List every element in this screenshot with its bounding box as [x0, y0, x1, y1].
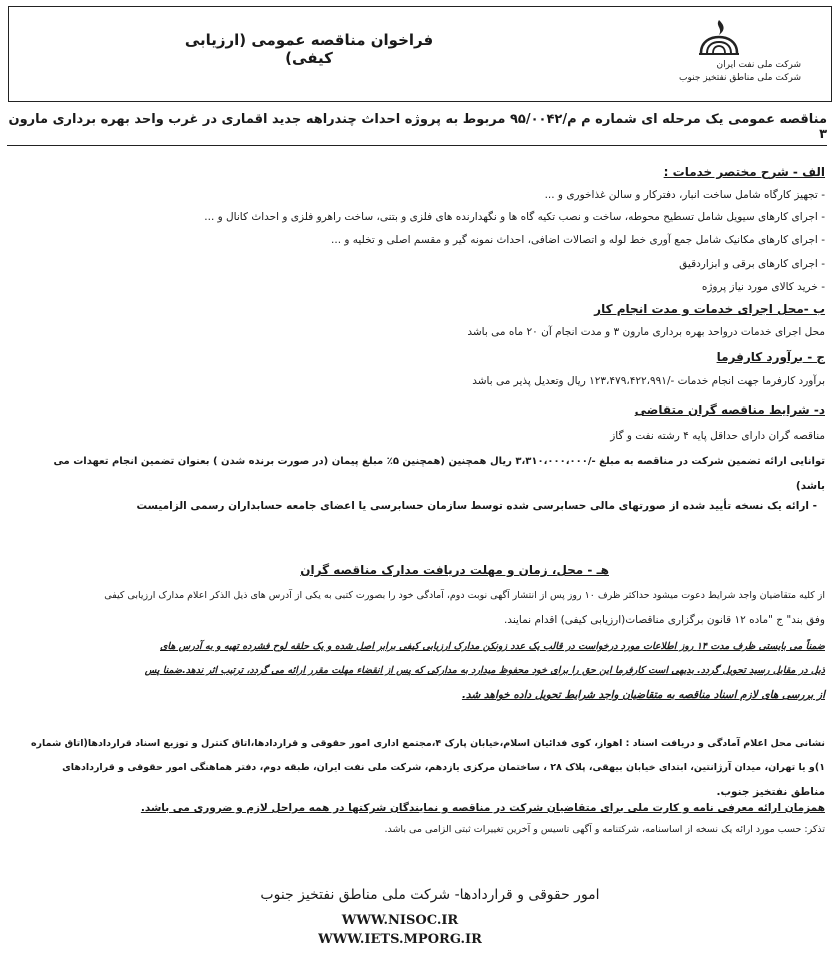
- section-b-text: محل اجرای خدمات درواحد بهره برداری مارون ۳ و مدت انجام آن ۲۰ ماه می باشد: [467, 326, 825, 338]
- section-a-item-2: - اجرای کارهای سیویل شامل تسطیح محوطه، ساخت و نصب تکیه گاه ها و نگهدارنده های فلزی و بتنی، ساخت راهرو فلزی و احداث کانال و ...: [204, 211, 825, 223]
- address-line-1: نشانی محل اعلام آمادگی و دریافت اسناد : اهواز، کوی فدائیان اسلام،خیابان پارک ۴،مجتمع اداری امور حقوقی و قراردادها،اتاق کنترل و توزیع اسناد قراردادها(اتاق شماره: [30, 738, 825, 749]
- section-d-line-1: مناقصه گران دارای حداقل پایه ۴ رشته نفت و گاز: [610, 430, 825, 442]
- section-d-line-3: باشد): [795, 480, 825, 492]
- section-a-item-1: - تجهیز کارگاه شامل ساخت انبار، دفترکار و سالن غذاخوری و ...: [545, 189, 825, 201]
- section-h-line-2: وفق بند" ج "ماده ۱۲ قانون برگزاری مناقصات(ارزیابی کیفی) اقدام نمایند.: [503, 614, 825, 626]
- section-d-line-4: - ارائه یک نسخه تأیید شده از صورتهای مالی حسابرسی شده توسط سازمان حسابرسی یا اعضای جامعه حسابداران رسمی الزامیست: [137, 500, 817, 512]
- company-line-1: شرکت ملی نفت ایران: [716, 60, 801, 70]
- notice-title: فراخوان مناقصه عمومی (ارزیابی کیفی): [184, 31, 434, 67]
- tender-title: مناقصه عمومی یک مرحله ای شماره م م/۹۵/۰۰۴۲ مربوط به پروژه احداث چندراهه جدید اقماری در غرب واحد بهره برداری مارون ۳: [7, 112, 827, 146]
- section-h-line-3: ضمناً می بایستی ظرف مدت ۱۴ روز اطلاعات مورد درخواست در قالب یک عدد زونکن مدارک ارزیابی کیفی برابر اصل شده و یک حلقه لوح فشرده تهیه و به آدرس های: [160, 641, 825, 652]
- section-a-item-3: - اجرای کارهای مکانیک شامل جمع آوری خط لوله و اتصالات اضافی، احداث نمونه گیر و مقسم اصلی و تخلیه و ...: [331, 234, 825, 246]
- section-d-heading: د- شرایط مناقصه گران متقاضی: [634, 403, 825, 417]
- section-h-heading: هـ - محل، زمان و مهلت دریافت مدارک مناقصه گران: [300, 563, 609, 577]
- address-note: تذکر: حسب مورد ارائه یک نسخه از اساسنامه، شرکتنامه و آگهی تاسیس و آخرین تغییرات ثبتی الزامی می باشد.: [384, 824, 825, 835]
- section-b-heading: ب -محل اجرای خدمات و مدت انجام کار: [594, 302, 825, 316]
- address-line-2: ۱)و یا تهران، میدان آرژانتین، ابتدای خیابان بیهقی، پلاک ۲۸ ، ساختمان مرکزی یازدهم، شرکت ملی نفت ایران، طبقه دوم، دفتر هماهنگی امور حقوقی و قراردادهای: [62, 762, 825, 773]
- section-d-line-2: توانایی ارائه تضمین شرکت در مناقصه به مبلغ -/۳،۳۱۰،۰۰۰،۰۰۰ ریال همچنین (همچنین ۵٪ مبلغ پیمان (در صورت برنده شدن ) بعنوان تضمین انجام تعهدات می: [53, 456, 825, 467]
- footer-website-1[interactable]: WWW.NISOC.IR: [341, 913, 459, 928]
- section-a-item-5: - خرید کالای مورد نیاز پروژه: [702, 281, 825, 293]
- footer-department: امور حقوقی و قراردادها- شرکت ملی مناطق نفتخیز جنوب: [260, 887, 600, 903]
- section-h-line-4: ذیل در مقابل رسید تحویل گردد. بدیهی است کارفرما این حق را برای خود محفوظ میدارد به مدارکی که پس از انقضاء مهلت مقرر ارائه می گردد، ترتیب اثر ندهد.ضمنا پس: [144, 665, 825, 676]
- section-c-heading: ج - برآورد کارفرما: [716, 350, 825, 364]
- address-line-3: مناطق نفتخیز جنوب.: [716, 786, 825, 798]
- section-a-item-4: - اجرای کارهای برقی و ابزاردقیق: [679, 258, 825, 270]
- footer-website-2[interactable]: WWW.IETS.MPORG.IR: [318, 932, 482, 947]
- nioc-logo-icon: [697, 17, 741, 57]
- company-names: [679, 59, 801, 85]
- section-h-line-1: از کلیه متقاضیان واجد شرایط دعوت میشود حداکثر ظرف ۱۰ روز پس از انتشار آگهی نوبت دوم، آمادگی خود را بصورت کتبی به یکی از آدرس های ذیل الذکر اعلام مدارک ارزیابی کیفی: [104, 590, 825, 601]
- section-a-heading: الف - شرح مختصر خدمات :: [663, 165, 825, 179]
- company-line-2: شرکت ملی مناطق نفتخیز جنوب: [679, 73, 801, 83]
- header-box: [8, 6, 832, 102]
- section-c-text: برآورد کارفرما جهت انجام خدمات -/۱۲۳،۴۷۹،۴۲۲،۹۹۱ ریال وتعدیل پذیر می باشد: [472, 375, 825, 387]
- section-h-line-5: از بررسی های لازم اسناد مناقصه به متقاضیان واجد شرایط تحویل داده خواهد شد.: [461, 689, 825, 701]
- address-line-4: همزمان ارائه معرفی نامه و کارت ملی برای متقاضیان شرکت در مناقصه و نمایندگان شرکتها در همه مراحل لازم و ضروری می باشد.: [140, 802, 825, 814]
